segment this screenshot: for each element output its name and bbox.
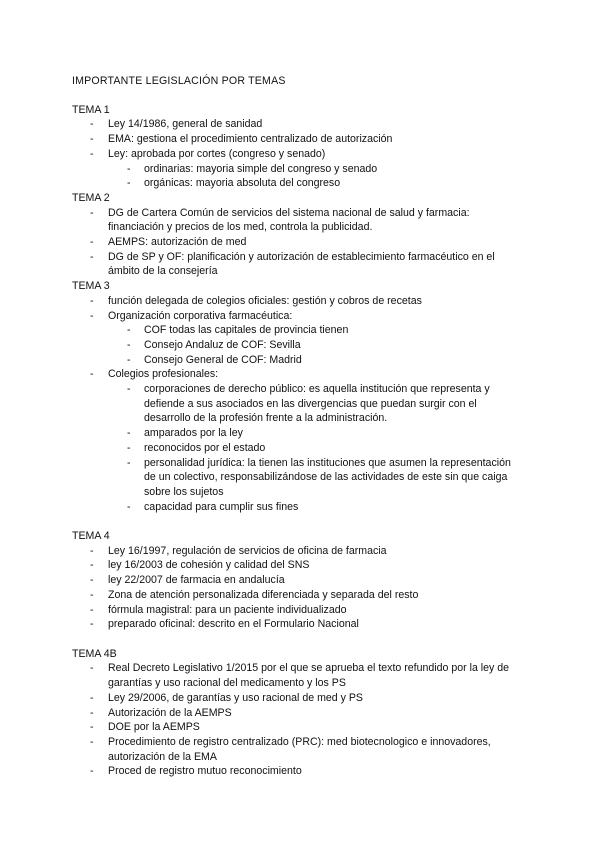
bullet-dash: -	[90, 368, 94, 381]
bullet-dash: -	[90, 236, 94, 249]
bullet-dash: -	[90, 588, 94, 601]
list-item	[72, 735, 522, 764]
item-text: orgánicas: mayoria absoluta del congreso	[144, 177, 341, 190]
document-title: IMPORTANTE LEGISLACIÓN POR TEMAS	[72, 75, 286, 87]
tema4-heading: TEMA 4	[72, 530, 110, 543]
list-item	[72, 117, 522, 132]
list-item	[72, 206, 522, 235]
list-item	[72, 691, 522, 706]
item-text: amparados por la ley	[144, 427, 243, 440]
item-text: EMA: gestiona el procedimiento centralizado de autorización	[108, 133, 393, 146]
tema1-list	[72, 117, 522, 191]
tema2-heading: TEMA 2	[72, 191, 110, 204]
list-item	[72, 573, 522, 588]
sub-list-item	[72, 176, 522, 191]
bullet-dash: -	[127, 500, 131, 513]
bullet-dash: -	[127, 441, 131, 454]
item-text: personalidad jurídica: la tienen las instituciones que asumen la representación de un colectivo, responsabilizándose de las actividades de este sin que caiga sobre los sujetos	[144, 456, 511, 498]
sub-list-item	[72, 456, 522, 500]
item-text: Consejo General de COF: Madrid	[144, 353, 302, 366]
tema4b-list	[72, 661, 522, 779]
sub-list-item	[72, 162, 522, 177]
list-item	[72, 309, 522, 324]
list-item	[72, 617, 522, 632]
tema1-heading: TEMA 1	[72, 103, 110, 116]
bullet-dash: -	[90, 721, 94, 734]
bullet-dash: -	[90, 559, 94, 572]
bullet-dash: -	[90, 574, 94, 587]
item-text: fórmula magistral: para un paciente individualizado	[108, 603, 347, 616]
bullet-dash: -	[127, 353, 131, 366]
list-item	[72, 235, 522, 250]
sub-list-item	[72, 353, 522, 368]
bullet-dash: -	[127, 324, 131, 337]
bullet-dash: -	[90, 603, 94, 616]
list-item	[72, 706, 522, 721]
item-text: DG de SP y OF: planificación y autorización de establecimiento farmacéutico en el ámbito de la consejería	[108, 250, 495, 278]
item-text: Colegios profesionales:	[108, 368, 219, 381]
list-item	[72, 558, 522, 573]
bullet-dash: -	[127, 338, 131, 351]
item-text: Ley: aprobada por cortes (congreso y senado)	[108, 147, 326, 160]
item-text: Real Decreto Legislativo 1/2015 por el que se aprueba el texto refundido por la ley de garantías y uso racional del medicamento y los PS	[108, 662, 510, 690]
item-text: Autorización de la AEMPS	[108, 706, 232, 719]
item-text: Procedimiento de registro centralizado (PRC): med biotecnologico e innovadores, autorización de la EMA	[108, 735, 491, 763]
item-text: Organización corporativa farmacéutica:	[108, 309, 293, 322]
item-text: Ley 16/1997, regulación de servicios de oficina de farmacia	[108, 544, 387, 557]
list-item	[72, 367, 522, 382]
bullet-dash: -	[90, 765, 94, 778]
bullet-dash: -	[90, 250, 94, 263]
list-item	[72, 764, 522, 779]
bullet-dash: -	[90, 133, 94, 146]
item-text: preparado oficinal: descrito en el Formulario Nacional	[108, 618, 359, 631]
bullet-dash: -	[90, 618, 94, 631]
list-item	[72, 588, 522, 603]
list-item	[72, 544, 522, 559]
item-text: corporaciones de derecho público: es aquella institución que representa y defiende a sus asociados en las divergencias que puedan surgir con el desarrollo de la profesión frente a la administración.	[144, 383, 490, 425]
tema4b-heading: TEMA 4B	[72, 647, 117, 660]
bullet-dash: -	[127, 177, 131, 190]
item-text: Ley 14/1986, general de sanidad	[108, 118, 263, 131]
bullet-dash: -	[90, 544, 94, 557]
bullet-dash: -	[90, 662, 94, 675]
bullet-dash: -	[90, 118, 94, 131]
item-text: ordinarias: mayoria simple del congreso y senado	[144, 162, 378, 175]
list-item	[72, 132, 522, 147]
item-text: AEMPS: autorización de med	[108, 236, 247, 249]
list-item	[72, 720, 522, 735]
bullet-dash: -	[90, 206, 94, 219]
item-text: Consejo Andaluz de COF: Sevilla	[144, 338, 301, 351]
item-text: COF todas las capitales de provincia tienen	[144, 324, 349, 337]
sub-list-item	[72, 426, 522, 441]
tema3-list	[72, 294, 522, 515]
item-text: ley 22/2007 de farmacia en andalucía	[108, 574, 285, 587]
bullet-dash: -	[127, 456, 131, 469]
tema4-list	[72, 544, 522, 632]
item-text: Zona de atención personalizada diferenciada y separada del resto	[108, 588, 419, 601]
item-text: capacidad para cumplir sus fines	[144, 500, 299, 513]
item-text: DOE por la AEMPS	[108, 721, 200, 734]
tema2-list	[72, 206, 522, 280]
item-text: función delegada de colegios oficiales: gestión y cobros de recetas	[108, 294, 422, 307]
list-item	[72, 250, 522, 279]
list-item	[72, 147, 522, 162]
section-spacer	[72, 514, 522, 529]
sub-list-item	[72, 382, 522, 426]
tema3-heading: TEMA 3	[72, 280, 110, 293]
bullet-dash: -	[90, 309, 94, 322]
list-item	[72, 294, 522, 309]
sub-list-item	[72, 500, 522, 515]
list-item	[72, 603, 522, 618]
item-text: DG de Cartera Común de servicios del sistema nacional de salud y farmacia: financiación y precios de los med, controla la publicidad.	[108, 206, 470, 234]
bullet-dash: -	[90, 735, 94, 748]
item-text: reconocidos por el estado	[144, 441, 266, 454]
item-text: Ley 29/2006, de garantías y uso racional de med y PS	[108, 691, 364, 704]
bullet-dash: -	[90, 294, 94, 307]
list-item	[72, 661, 522, 690]
section-spacer	[72, 632, 522, 647]
bullet-dash: -	[127, 427, 131, 440]
bullet-dash: -	[127, 162, 131, 175]
sub-list-item	[72, 338, 522, 353]
sub-list-item	[72, 441, 522, 456]
item-text: ley 16/2003 de cohesión y calidad del SNS	[108, 559, 310, 572]
bullet-dash: -	[90, 706, 94, 719]
document-page	[72, 74, 522, 779]
bullet-dash: -	[90, 691, 94, 704]
sub-list-item	[72, 323, 522, 338]
bullet-dash: -	[127, 383, 131, 396]
item-text: Proced de registro mutuo reconocimiento	[108, 765, 302, 778]
bullet-dash: -	[90, 147, 94, 160]
